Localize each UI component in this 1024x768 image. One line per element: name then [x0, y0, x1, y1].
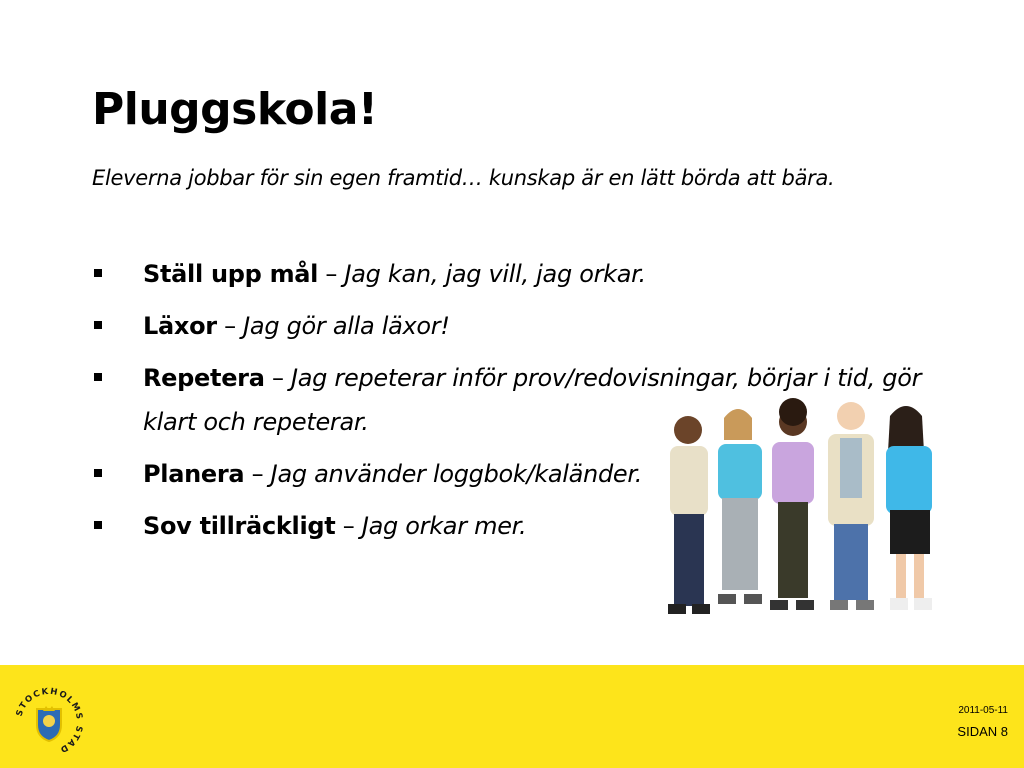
bullet-term: Repetera [143, 364, 265, 392]
bullet-dash: – [244, 460, 271, 488]
child-figure [770, 398, 814, 610]
bullet-text: Jag kan, jag vill, jag orkar. [344, 260, 646, 288]
bullet-text: Jag repeterar inför prov/redovisningar, börjar i tid, gör klart och repeterar. [143, 364, 922, 436]
square-bullet-icon [94, 269, 102, 277]
bullet-item [92, 304, 942, 348]
square-bullet-icon [94, 521, 102, 529]
bullet-text: Jag använder loggbok/kaländer. [270, 460, 643, 488]
square-bullet-icon [94, 469, 102, 477]
bullet-dash: – [318, 260, 345, 288]
stockholms-stad-logo [12, 685, 86, 759]
child-figure [718, 409, 762, 604]
square-bullet-icon [94, 373, 102, 381]
children-group-photo [658, 398, 970, 630]
bullet-text: Jag gör alla läxor! [243, 312, 450, 340]
bullet-dash: – [335, 512, 362, 540]
bullet-text: Jag orkar mer. [361, 512, 527, 540]
bullet-dash: – [216, 312, 244, 340]
bullet-term: Planera [143, 460, 245, 488]
slide-subtitle: Eleverna jobbar för sin egen framtid… kunskap är en lätt börda att bära. [92, 166, 835, 190]
slide-date: 2011-05-11 [958, 705, 1008, 716]
child-figure [828, 402, 874, 610]
square-bullet-icon [94, 321, 102, 329]
page-number: SIDAN 8 [957, 724, 1008, 739]
slide-title: Pluggskola! [92, 84, 378, 135]
bullet-dash: – [264, 364, 291, 392]
footer-bar [0, 665, 1024, 768]
bullet-term: Läxor [143, 312, 217, 340]
logo-text: STOCKHOLMS STAD [14, 686, 85, 755]
child-figure [668, 416, 710, 614]
bullet-term: Ställ upp mål [143, 260, 319, 288]
bullet-item [92, 252, 942, 296]
child-figure [886, 406, 932, 610]
bullet-term: Sov tillräckligt [143, 512, 336, 540]
